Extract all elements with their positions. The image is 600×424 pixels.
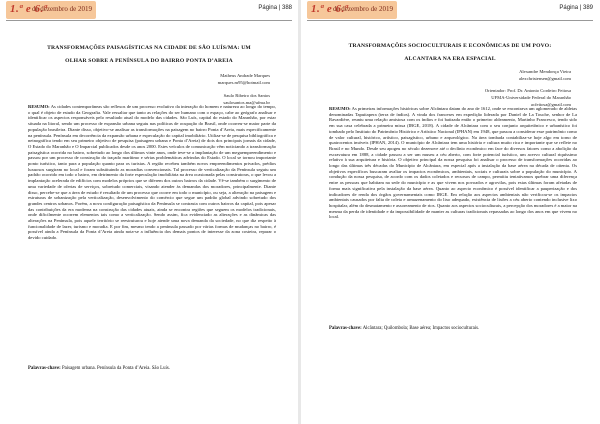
banner-title: 1.ª e 6.ª (10, 3, 48, 15)
author-1-name: Matheus Andrade Marques (220, 73, 270, 78)
page-number: Página | 388 (258, 5, 292, 11)
author-1-email: marques.m95@hotmail.com (217, 80, 270, 85)
title-line-2: OLHAR SOBRE A PENÍNSULA DO BAIRRO PONTA D’AREIA (65, 58, 233, 64)
author-1-email: alexchristensen@gmail.com (518, 76, 571, 81)
title-line-1: TRANSFORMAÇÕES PAISAGÍSTICAS NA CIDADE DE SÃO LUÍS/MA: UM (47, 45, 251, 51)
abstract-text: As primeiras informações históricas sobre Alcântara datam do ano de 1612, onde se encontrava um aglomerado de aldeias denominadas Tapuitapera (terra de índios). A vinda dos franceses em expedição liderada por Daniel de La Touche, senhor de La Ravardière, reuniu uma relação amistosa com os índios e foi batizada então o primeiro aldeamento, Martinho Francesco, tendo sido em sua casa celebrada a primeira missa (IBGE, 2018). A cidade de Alcântara com o seu conjunto arquitetônico e urbanístico foi tombado pelo Instituto do Patrimônio Histórico e Artístico Nacional (IPHAN) em 1948, que passou a considerar esse patrimônio como de valor cultural, histórico, artístico, paisagístico, urbano e arqueológico. Na área tombada contabiliza-se hoje algo em torno de quatrocentos imóveis (IPHAN, 2014). O município de Alcântara tem uma história e cultura muito rica e importante que se reflete no Brasil e no Mundo. Desde seu apogeu no século dezenove até o declínio econômico em face do diversos fatores como a abolição da escravatura em 1888, a cidade passou a ser um museu a céu aberto, com forte potencial turístico, um acervo cultural riquíssimo relativo à sua arquitetura e história. O objetivo principal da nossa pesquisa foi analisar o processo de transformações ocorridas ao longo das últimas três décadas do Município de Alcântara, em especial após a instalação da base aérea na década de oitenta. Os objetivos específicos buscaram avaliar os impactos econômicos, ambientais, sociais e culturais sobre a população do município. A condução da nossa pesquisa, de acordo com os dados coletados e recursos de campo, permitiu tentativamos quebrar uma diferença entre as pessoas que habitam na sede do município e as que vivem nos povoados e agrovilas, pois estas últimas foram afetadas de forma mais significativa pela instalação da base aérea. Quanto ao aspecto econômico é possível identificar a pauperização e dos indicadores de renda dos órgãos governamentais como IBGE. Em relação aos aspectos ambientais não verificou-se os impactos ambientais causados por falta de coleta e armazenamento do lixo adequado, existência de lixões a céu aberto contendo inclusive lixo hospitalar, além do desmatamento e assoreamento de rios. Quanto aos aspectos socioculturais, a percepção dos moradores é a maior na mesma da perda de identidade e da impossibilidade de manter as culturas tradicionais repassadas ao longo dos anos em que vivem no local. (329, 106, 577, 220)
author-2-email: acfeitosa@gmail.com (530, 102, 571, 107)
header-divider (6, 20, 292, 21)
event-banner (6, 1, 96, 19)
keywords (329, 326, 577, 332)
abstract-label: RESUMO: (28, 104, 50, 109)
author-1-name: Alexandre Mendonça Vieira (519, 69, 571, 74)
title-line-2: ALCANTARA NA ERA ESPACIAL (404, 56, 496, 62)
page-number: Página | 389 (559, 5, 593, 11)
event-banner (307, 1, 397, 19)
title-line-1: TRANSFORMAÇÕES SOCIOCULTURAIS E ECONÔMICAS DE UM POVO: (348, 43, 552, 49)
author-2-email: saulosantos.ma@ufma.br (223, 100, 270, 105)
banner-subtitle: de dezembro de 2019 (31, 5, 92, 13)
author-2-name: Saulo Ribeiro dos Santos (223, 93, 270, 98)
banner-subtitle: de dezembro de 2019 (332, 5, 393, 13)
left-page (0, 0, 299, 424)
abstract (329, 106, 577, 220)
abstract-text: As cidades contemporâneas são reflexos de um processo evolutivo da interação do homem e natureza ao longo do tempo, o qual é objeto de estudo da Geografia. Vale ressaltar que tanto as relações do ser humano com o espaço, cabe ao geógrafo analisar e identificar os aspectos responsáveis pelo resultado atual do modelo das cidades. São Luís, capital do estado do Maranhão, por estar situada na litoral, sendo um processo de expansão urbana seguiu nas políticas de ocupação do Brasil, onde ocorreu-se maior parte da população brasileira. Diante disso, objetivo-se analisar as transformações na paisagem no bairro Ponta d’Areia, mais especificamente na península. Península em decorrência da expansão urbana e especulação do capital imobiliário. Utiliza-se de pesquisa bibliográfica e netnográfica tendo em seu primeiro objetivo de pesquisa (paisagem urbana e Ponta d’Areia) de dois dos principais jornais da cidade, O Estado do Maranhão e O Imparcial publicados desde os anos 2000. Estes veículos de comunicação vêm noticiando a transformação paisagística ocorrida no bairro, sobretudo ao longo dos últimos vinte anos, onde teve-se a implantação de um megaempreendimento e passou por um processo de construção do traçado marítimo e sérias problemáticas advindas do Estado. O local se tornou importante ponto turístico, tanto para a população quanto para os turistas. A região recebeu também novos empreendimentos privados, prédios luxuosos surgiram no local e foram substituindo as moradias convencionais. Tal processo de verticalização da Península seguiu um padrão ocorrido em todo o bairro, em detrimento da forte especulação imobiliária na área ocasionada pelas construtoras, o que levou a implantação acelerada de edifícios com modelos próprios que se diferem dos outros bairros da cidade. Vê-se também o surgimento de uma variedade de ofertas de serviços, sobretudo comerciais, visando atender às demandas dos moradores, principalmente. Diante disso, percebe-se que a área de estudo é resultado de um processo que ocorre em todo o município, ou seja, a alteração na paisagem e estruturas de urbanização pela verticalização, desenvolvimento do comércio que segue um padrão global advindo sobretudo dos grandes centros urbanos. Porém, a nova configuração paisagística da Península se contrasta com outros bairros da capital, pois apesar das contribuições da era moderna na construção das cidades atuais, ainda se encontra regiões que seguem os modelos tradicionais, onde dificilmente ocorrem elementos tais como a verticalização. Sendo assim, fica evidenciado as alterações e as dinâmicas das alterações na Península, pois aquele território se reestruturou e hoje atende uma nova demanda da sociedade, no que diz respeito à funcionalidade de lazer, turismo e moradia. E por fim, mesmo tendo a península passado por várias formas de mudanças no bairro, é possível ainda a Península da Ponta d’Areia ainda nota-se a influência dos demais pontos de interesse da zona costeira, reparar o devido cuidado. (28, 104, 276, 241)
banner-title: 1.ª e 6.ª (311, 3, 349, 15)
keywords-label: Palavras-chave: (28, 366, 61, 371)
keywords-label: Palavras-chave: (329, 326, 362, 331)
keywords-text: Alcântara; Quilombola; Base aérea; Impactos socioculturais. (362, 326, 480, 331)
author-2-name: Orientador: Prof. Dr. Antonio Cordeiro Feitosa (484, 88, 571, 93)
paper-title (20, 42, 278, 68)
right-page (301, 0, 599, 424)
header-divider (307, 20, 593, 21)
paper-title (321, 40, 579, 66)
author-2-affiliation: UFMA-Universidade Federal do Maranhão (491, 95, 571, 100)
abstract (28, 104, 276, 241)
keywords (28, 366, 276, 372)
authors-block (218, 72, 270, 106)
authors-block (485, 68, 571, 108)
abstract-label: RESUMO: (329, 106, 351, 111)
keywords-text: Paisagem urbana. Península da Ponta d’Areia. São Luís. (61, 366, 170, 371)
